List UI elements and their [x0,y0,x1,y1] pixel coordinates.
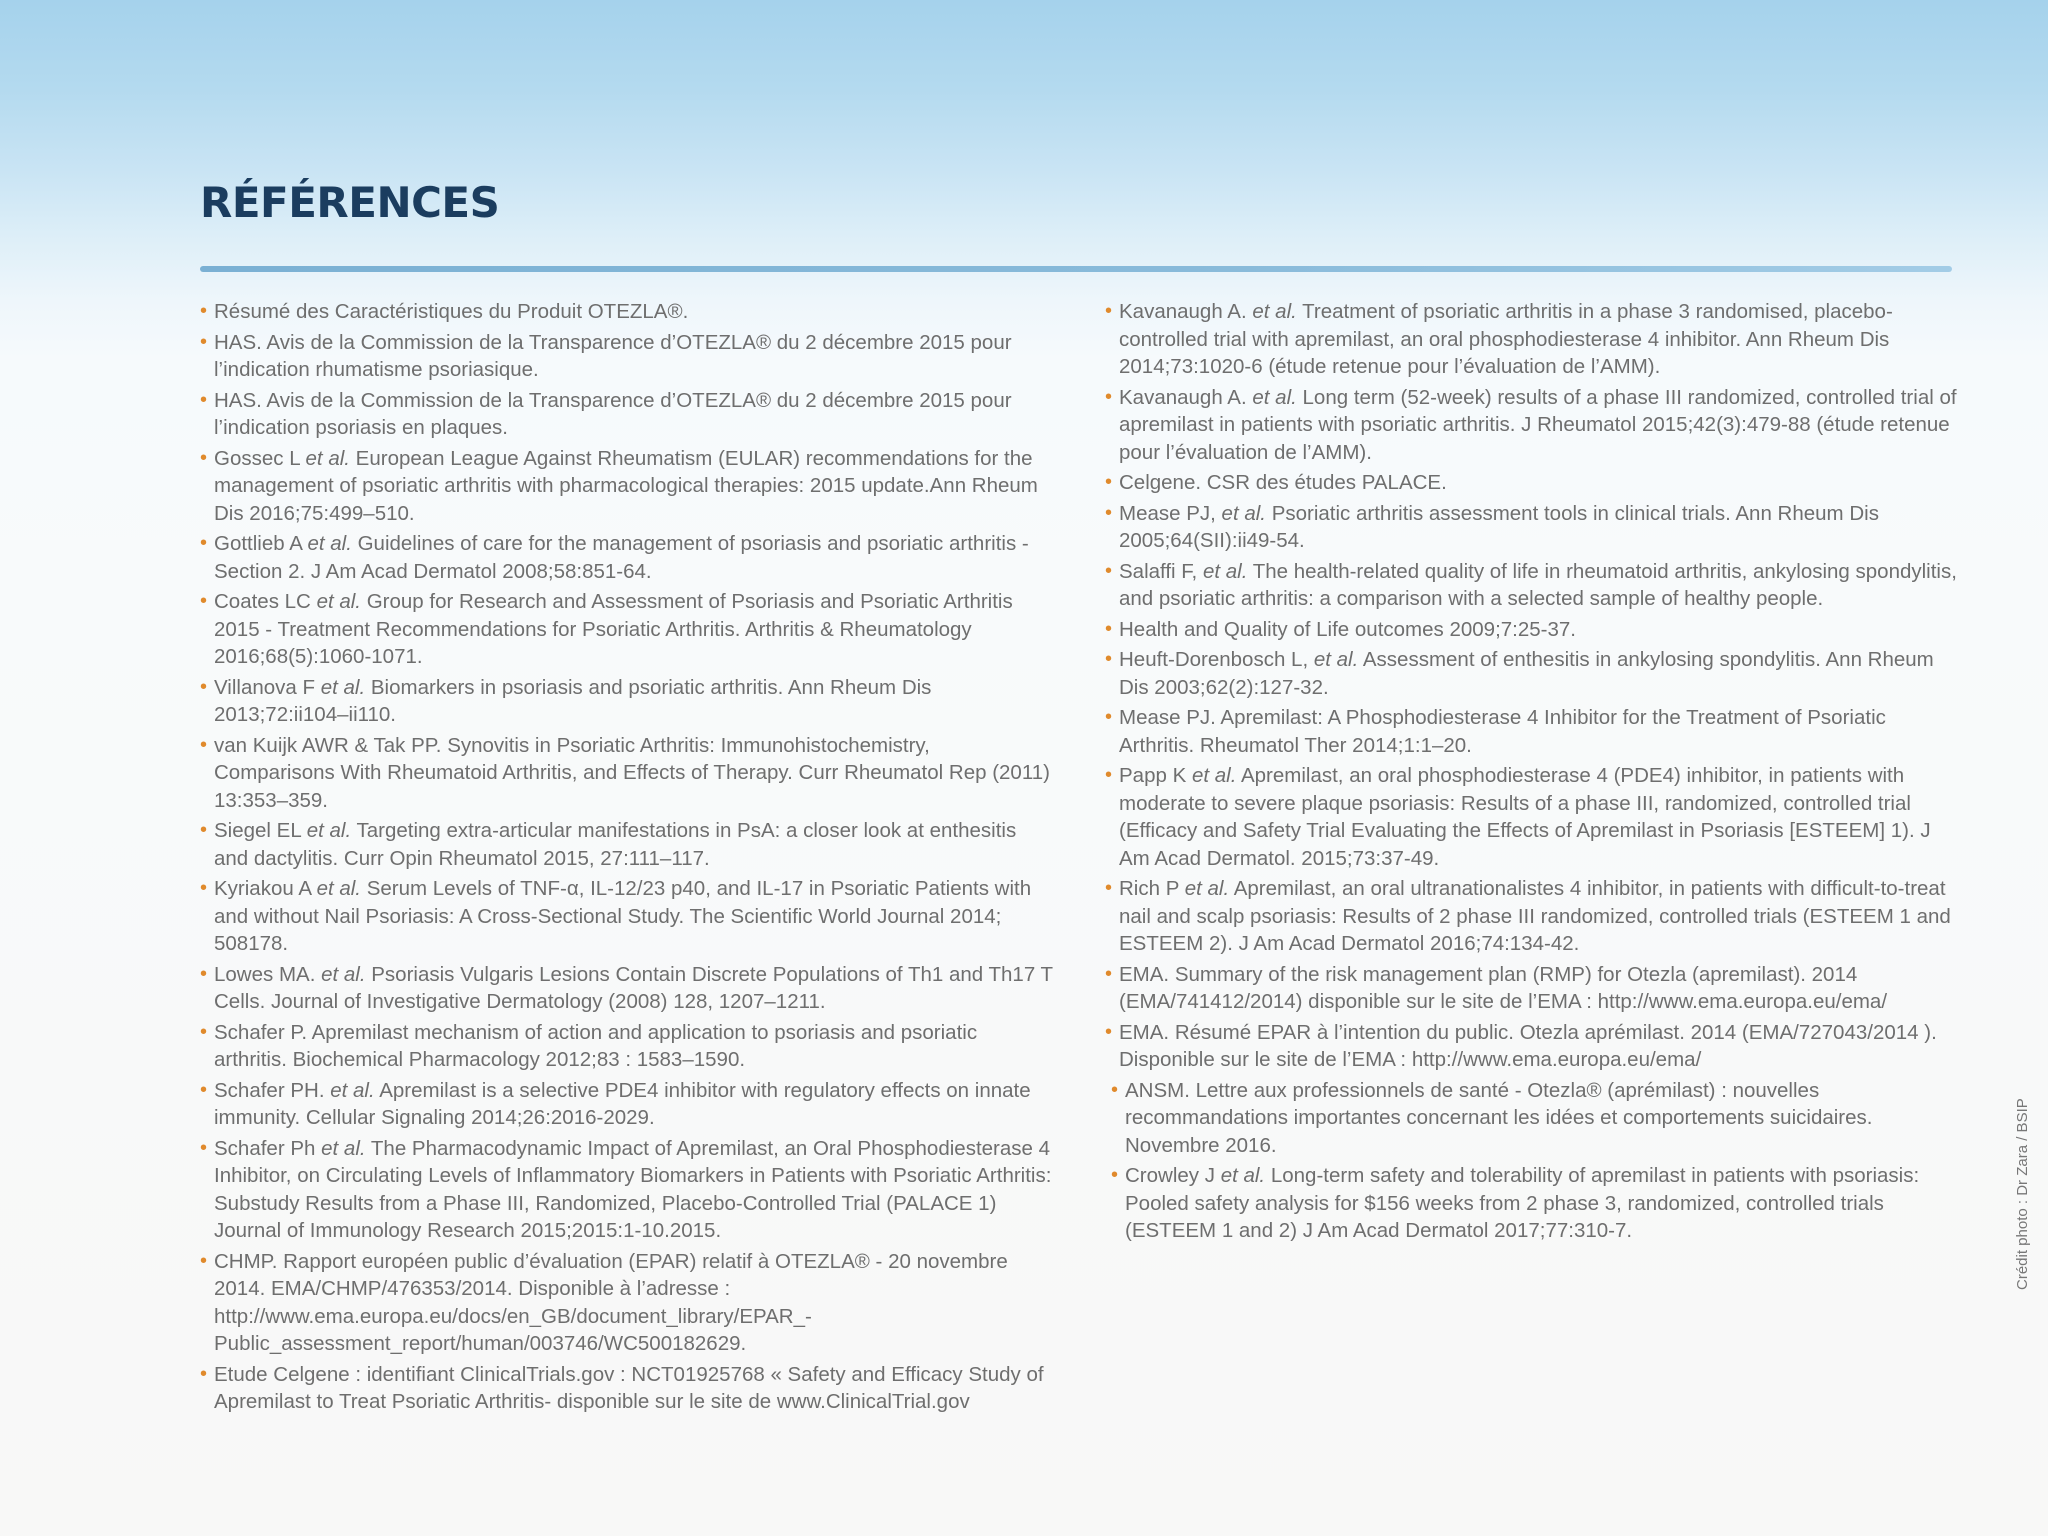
bullet-icon: • [200,388,208,411]
reference-item [200,817,1055,872]
reference-item [200,732,1055,815]
reference-text: Long-term safety and tolerability of apremilast in patients with psoriasis: Pooled safety analysis for $156 weeks from 2 phase 3, randomized, controlled trials (ESTEEM 1 and 2) J Am Acad Dermatol 2017;77:310-7. [1125,1164,1920,1242]
reference-text: The Pharmacodynamic Impact of Apremilast, an Oral Phosphodiesterase 4 Inhibitor, on Circulating Levels of Inflammatory Biomarkers in Patients with Psoriatic Arthritis: Substudy Results from a Phase III, Randomized, Placebo-Controlled Trial (PALACE 1) Journal of Immunology Research 2015;2015:1-10.2015. [214,1136,1052,1242]
reference-item [200,1077,1055,1132]
reference-et-al: et al. [1202,559,1248,583]
reference-text: Celgene. CSR des études PALACE. [1119,471,1447,494]
reference-text: Schafer P. Apremilast mechanism of action and application to psoriasis and psoriatic arthritis. Biochemical Pharmacology 2012;83 : 1583–1590. [214,1020,978,1071]
reference-et-al: et al. [307,532,352,555]
bullet-icon: • [200,1020,208,1043]
reference-text: Psoriasis Vulgaris Lesions Contain Discrete Populations of Th1 and Th17 T Cells. Journal of Investigative Dermatology (2008) 128, 1207–1211. [214,962,1053,1013]
reference-authors: Crowley J [1125,1164,1221,1187]
bullet-icon: • [1105,706,1113,728]
reference-item [200,387,1055,442]
reference-item [1105,961,1960,1016]
bullet-icon: • [1105,617,1113,640]
reference-item [200,530,1055,585]
reference-et-al: et al. [1252,300,1297,323]
reference-authors: Kavanaugh A. [1119,385,1253,409]
reference-et-al: et al. [1184,877,1230,900]
bullet-icon: • [200,330,208,353]
reference-item [200,298,1055,326]
reference-et-al: et al. [316,590,362,613]
reference-authors: Schafer Ph [214,1136,322,1160]
reference-text: Mease PJ. Apremilast: A Phosphodiesterase 4 Inhibitor for the Treatment of Psoriatic Arthritis. Rheumatol Ther 2014;1:1–20. [1119,706,1886,757]
reference-text: Long term (52-week) results of a phase III randomized, controlled trial of apremilast in patients with psoriatic arthritis. J Rheumatol 2015;42(3):479-88 (étude retenue pour l’évaluation de l’AMM). [1119,385,1957,464]
reference-text: Etude Celgene : identifiant ClinicalTrials.gov : NCT01925768 « Safety and Efficacy Study of Apremilast to Treat Psoriatic Arthritis- disponible sur le site de www.ClinicalTrial.gov [214,1362,1044,1413]
reference-authors: Gottlieb A [214,532,308,555]
bullet-icon: • [200,962,208,985]
reference-et-al: et al. [1191,764,1237,787]
page-title: RÉFÉRENCES [200,178,500,227]
bullet-icon: • [200,532,208,554]
bullet-icon: • [1111,1078,1119,1101]
reference-authors: Lowes MA. [214,962,322,986]
reference-item [1105,704,1960,759]
reference-item [1105,298,1960,381]
reference-item [200,445,1055,528]
reference-item [1105,1019,1960,1074]
bullet-icon: • [1105,962,1113,985]
bullet-icon: • [1105,471,1113,493]
bullet-icon: • [200,1136,208,1159]
reference-item [200,1361,1055,1416]
reference-authors: Kyriakou A [214,877,317,900]
reference-item [200,329,1055,384]
reference-et-al: et al. [1313,648,1359,671]
references-right-column [1105,298,1960,1248]
reference-text: HAS. Avis de la Commission de la Transparence d’OTEZLA® du 2 décembre 2015 pour l’indication rhumatisme psoriasique. [214,330,1012,381]
reference-item [1105,469,1960,497]
reference-item [200,674,1055,729]
reference-text: Biomarkers in psoriasis and psoriatic arthritis. Ann Rheum Dis 2013;72:ii104–ii110. [214,675,932,726]
reference-authors: Schafer PH. [214,1078,331,1102]
reference-authors: Salaffi F, [1119,559,1203,583]
bullet-icon: • [200,446,208,469]
bullet-icon: • [1105,385,1113,408]
reference-text: Assessment of enthesitis in ankylosing spondylitis. Ann Rheum Dis 2003;62(2):127-32. [1119,648,1934,699]
bullet-icon: • [200,733,208,756]
reference-item [1111,1162,1960,1245]
reference-authors: Siegel EL [214,819,307,842]
reference-et-al: et al. [316,877,362,900]
reference-text: Psoriatic arthritis assessment tools in clinical trials. Ann Rheum Dis 2005;64(SII):ii49-54. [1119,501,1879,552]
reference-authors: Papp K [1119,764,1192,787]
bullet-icon: • [200,1362,208,1385]
reference-item [1105,646,1960,701]
bullet-icon: • [1105,300,1113,322]
reference-et-al: et al. [306,819,352,842]
bullet-icon: • [1105,764,1113,786]
bullet-icon: • [200,675,208,698]
bullet-icon: • [200,1078,208,1101]
reference-et-al: et al. [1221,501,1266,525]
reference-text: The health-related quality of life in rheumatoid arthritis, ankylosing spondylitis, and psoriatic arthritis: a comparison with a selected sample of healthy people. [1119,559,1957,610]
bullet-icon: • [200,877,208,899]
reference-text: Serum Levels of TNF-α, IL-12/23 p40, and IL-17 in Psoriatic Patients with and without Nail Psoriasis: A Cross-Sectional Study. The Scientific World Journal 2014; 508178. [214,877,1032,955]
bullet-icon: • [1111,1164,1119,1186]
reference-text: Apremilast, an oral ultranationalistes 4 inhibitor, in patients with difficult-to-treat nail and scalp psoriasis: Results of 2 phase III randomized, controlled trials (ESTEEM 1 and ESTEEM 2). J Am Acad Dermatol 2016;74:134-42. [1119,877,1951,955]
reference-item [200,1019,1055,1074]
reference-text: Targeting extra-articular manifestations in PsA: a closer look at enthesitis and dactylitis. Curr Opin Rheumatol 2015, 27:111–117. [214,819,1017,870]
reference-item [1105,384,1960,467]
reference-item [200,875,1055,958]
reference-item [1105,875,1960,958]
reference-item [200,1248,1055,1358]
reference-et-al: et al. [1220,1164,1266,1187]
reference-et-al: et al. [320,675,366,699]
reference-item [1105,762,1960,872]
reference-text: Apremilast is a selective PDE4 inhibitor with regulatory effects on innate immunity. Cellular Signaling 2014;26:2016-2029. [214,1078,1031,1129]
title-divider [200,266,1952,272]
reference-text: Health and Quality of Life outcomes 2009;7:25-37. [1119,617,1576,641]
reference-authors: Mease PJ, [1119,501,1222,525]
bullet-icon: • [1105,1020,1113,1043]
reference-et-al: et al. [330,1078,375,1102]
reference-text: HAS. Avis de la Commission de la Transparence d’OTEZLA® du 2 décembre 2015 pour l’indication psoriasis en plaques. [214,388,1012,439]
reference-authors: Gossec L [214,446,306,470]
references-left-column [200,298,1055,1419]
photo-credit: Crédit photo : Dr Zara / BSIP [2014,1098,2031,1290]
reference-item [200,961,1055,1016]
reference-authors: Heuft-Dorenbosch L, [1119,648,1314,671]
reference-et-al: et al. [321,962,366,986]
reference-text: European League Against Rheumatism (EULAR) recommendations for the management of psoriatic arthritis with pharmacological therapies: 2015 update.Ann Rheum Dis 2016;75:499–510. [214,446,1038,525]
reference-text: Guidelines of care for the management of psoriasis and psoriatic arthritis -Section 2. J Am Acad Dermatol 2008;58:851-64. [214,532,1029,583]
reference-item [1105,500,1960,555]
bullet-icon: • [200,300,208,322]
reference-text: EMA. Summary of the risk management plan (RMP) for Otezla (apremilast). 2014 (EMA/741412/2014) disponible sur le site de l’EMA : http://www.ema.europa.eu/ema/ [1119,962,1888,1013]
reference-text: CHMP. Rapport européen public d’évaluation (EPAR) relatif à OTEZLA® - 20 novembre 2014. EMA/CHMP/476353/2014. Disponible à l’adresse : http://www.ema.europa.eu/docs/en_GB/document_library/EPAR_-Public_assessment_report/human/003746/WC500182629. [214,1249,1008,1355]
reference-text: Apremilast, an oral phosphodiesterase 4 (PDE4) inhibitor, in patients with moderate to severe plaque psoriasis: Results of a phase III, randomized, controlled trial (Efficacy and Safety Trial Evaluating the Effects of Apremilast in Psoriasis [ESTEEM] 1). J Am Acad Dermatol. 2015;73:37-49. [1119,764,1931,870]
bullet-icon: • [1105,877,1113,899]
reference-item [200,588,1055,671]
bullet-icon: • [1105,559,1113,582]
bullet-icon: • [200,1249,208,1272]
reference-text: Group for Research and Assessment of Psoriasis and Psoriatic Arthritis 2015 - Treatment Recommendations for Psoriatic Arthritis. Arthritis & Rheumatology 2016;68(5):1060-1071. [214,590,1013,668]
reference-authors: Rich P [1119,877,1185,900]
reference-text: van Kuijk AWR & Tak PP. Synovitis in Psoriatic Arthritis: Immunohistochemistry, Comparisons With Rheumatoid Arthritis, and Effects of Therapy. Curr Rheumatol Rep (2011) 13:353–359. [214,733,1050,812]
reference-item [200,1135,1055,1245]
reference-et-al: et al. [1252,385,1297,409]
reference-authors: Coates LC [214,590,317,613]
bullet-icon: • [1105,501,1113,524]
reference-text: EMA. Résumé EPAR à l’intention du public. Otezla aprémilast. 2014 (EMA/727043/2014 ). Disponible sur le site de l’EMA : http://www.ema.europa.eu/ema/ [1119,1020,1937,1071]
reference-et-al: et al. [321,1136,366,1160]
reference-item [1105,558,1960,613]
bullet-icon: • [1105,648,1113,670]
reference-text: Résumé des Caractéristiques du Produit OTEZLA®. [214,300,689,323]
bullet-icon: • [200,819,208,841]
reference-authors: Kavanaugh A. [1119,300,1253,323]
reference-text: ANSM. Lettre aux professionnels de santé - Otezla® (aprémilast) : nouvelles recommandations importantes concernant les idées et comportements suicidaires. Novembre 2016. [1125,1078,1873,1157]
reference-text: Treatment of psoriatic arthritis in a phase 3 randomised, placebo-controlled trial with apremilast, an oral phosphodiesterase 4 inhibitor. Ann Rheum Dis 2014;73:1020-6 (étude retenue pour l’évaluation de l’AMM). [1119,300,1893,378]
reference-item [1111,1077,1960,1160]
reference-item [1105,616,1960,644]
bullet-icon: • [200,590,208,612]
reference-et-al: et al. [305,446,350,470]
reference-authors: Villanova F [214,675,321,699]
